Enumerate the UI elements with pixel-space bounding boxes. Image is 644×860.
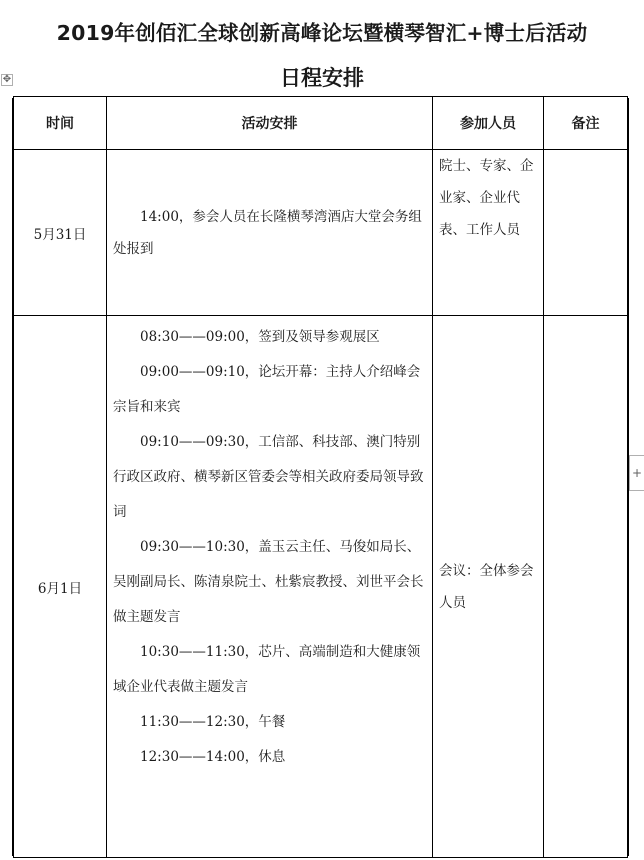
activity-cell	[107, 150, 433, 316]
activity-cell	[107, 316, 433, 858]
table-move-handle-icon[interactable]: ✥	[2, 74, 12, 85]
document-subtitle: 日程安排	[280, 66, 364, 90]
table-row	[14, 150, 628, 316]
header-notes: 备注	[544, 97, 628, 150]
date-cell: 5月31日	[14, 150, 107, 316]
activity-item: 09:10——09:30，工信部、科技部、澳门特别行政区政府、横琴新区管委会等相关政府委局领导致词	[113, 434, 424, 520]
header-participants: 参加人员	[433, 97, 544, 150]
activity-item: 08:30——09:00，签到及领导参观展区	[140, 329, 380, 345]
table-row	[14, 316, 628, 858]
notes-cell	[544, 316, 628, 858]
activity-item: 14:00，参会人员在长隆横琴湾酒店大堂会务组处报到	[113, 208, 422, 257]
activity-item: 11:30——12:30，午餐	[140, 714, 286, 730]
schedule-table	[13, 96, 628, 858]
activity-item: 09:30——10:30，盖玉云主任、马俊如局长、吴刚副局长、陈清泉院士、杜紫宸教授、刘世平会长做主题发言	[113, 539, 424, 625]
date-cell: 6月1日	[14, 316, 107, 858]
notes-cell	[544, 150, 628, 316]
header-time: 时间	[14, 97, 107, 150]
activity-item: 10:30——11:30，芯片、高端制造和大健康领域企业代表做主题发言	[113, 644, 421, 695]
participants-cell: 院士、专家、企业家、企业代表、工作人员	[433, 150, 544, 316]
activity-item: 09:00——09:10，论坛开幕：主持人介绍峰会宗旨和来宾	[113, 364, 421, 415]
add-column-icon[interactable]: +	[629, 455, 644, 491]
document-title: 2019年创佰汇全球创新高峰论坛暨横琴智汇+博士后活动	[56, 21, 588, 45]
header-activity: 活动安排	[107, 97, 433, 150]
activity-item: 12:30——14:00，休息	[140, 749, 286, 765]
participants-cell: 会议：全体参会人员	[433, 316, 544, 858]
table-header-row	[14, 97, 628, 150]
